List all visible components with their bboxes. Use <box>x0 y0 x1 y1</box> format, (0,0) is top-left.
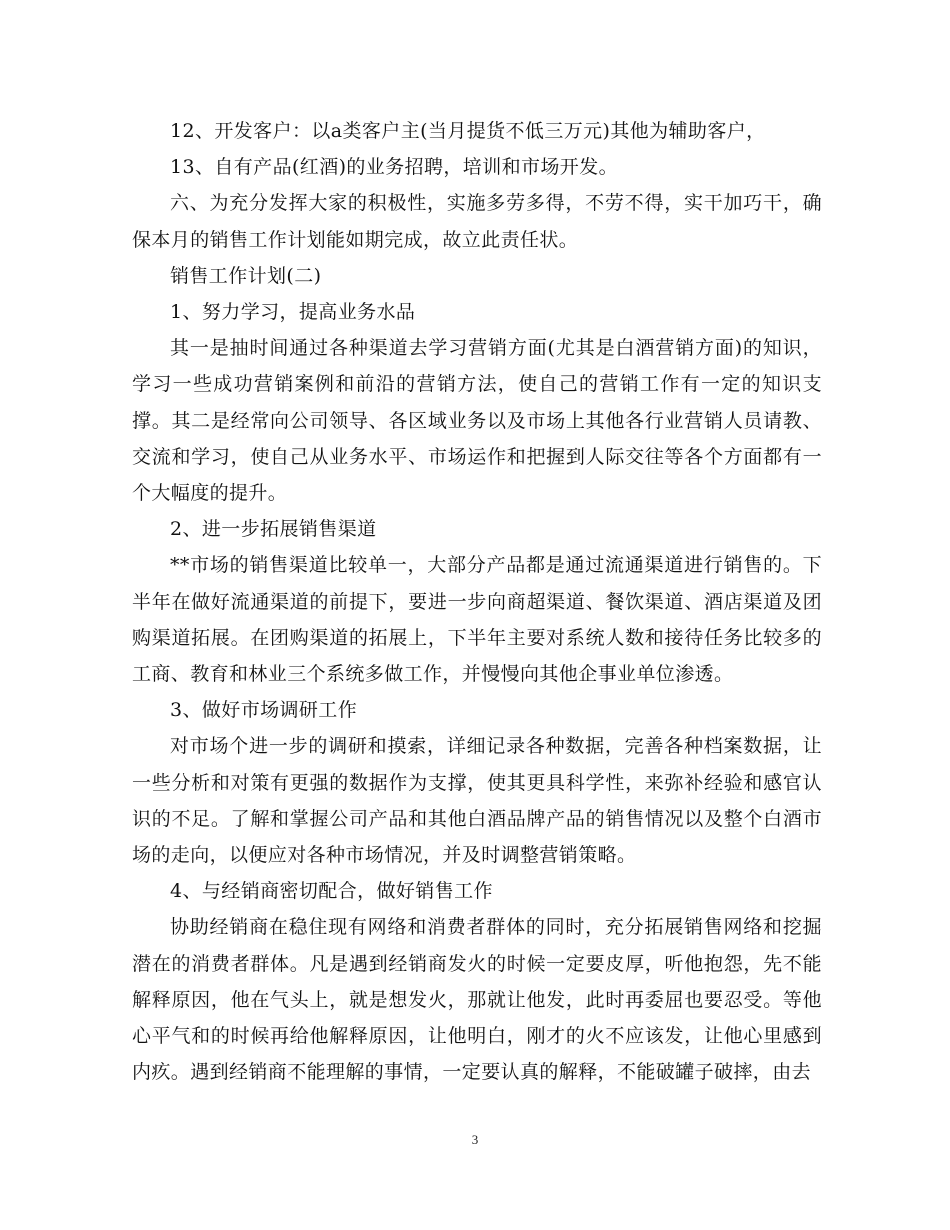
paragraph-section-6: 六、为充分发挥大家的积极性，实施多劳多得，不劳不得，实干加巧干，确保本月的销售工作计划能如期完成，故立此责任状。 <box>132 192 822 251</box>
paragraph-body-1: 其一是抽时间通过各种渠道去学习营销方面(尤其是白酒营销方面)的知识，学习一些成功营销案例和前沿的营销方法，使自己的营销工作有一定的知识支撑。其二是经常向公司领导、各区域业务以及市场上其他各行业营销人员请教、交流和学习，使自己从业务水平、市场运作和把握到人际交往等各个方面都有一个大幅度的提升。 <box>132 337 822 505</box>
paragraph-body-3: 对市场个进一步的调研和摸索，详细记录各种数据，完善各种档案数据，让一些分析和对策有更强的数据作为支撑，使其更具科学性，来弥补经验和感官认识的不足。了解和掌握公司产品和其他白酒品牌产品的销售情况以及整个白酒市场的走向，以便应对各种市场情况，并及时调整营销策略。 <box>132 735 822 867</box>
section-heading: 销售工作计划(二) <box>170 264 322 287</box>
subheading-3: 3、做好市场调研工作 <box>170 699 358 722</box>
subheading-1: 1、努力学习，提高业务水品 <box>170 301 416 324</box>
paragraph-body-2: **市场的销售渠道比较单一，大部分产品都是通过流通渠道进行销售的。下半年在做好流通渠道的前提下，要进一步向商超渠道、餐饮渠道、酒店渠道及团购渠道拓展。在团购渠道的拓展上，下半年主要对系统人数和接待任务比较多的工商、教育和林业三个系统多做工作，并慢慢向其他企事业单位渗透。 <box>132 554 822 686</box>
subheading-4: 4、与经销商密切配合，做好销售工作 <box>170 880 493 903</box>
page-number: 3 <box>471 1132 479 1147</box>
paragraph-item-13: 13、自有产品(红酒)的业务招聘，培训和市场开发。 <box>170 156 619 179</box>
paragraph-item-12: 12、开发客户：以a类客户主(当月提货不低三万元)其他为辅助客户， <box>170 120 766 142</box>
document-body <box>132 113 822 1090</box>
paragraph-body-4: 协助经销商在稳住现有网络和消费者群体的同时，充分拓展销售网络和挖掘潜在的消费者群体。凡是遇到经销商发火的时候一定要皮厚，听他抱怨，先不能解释原因，他在气头上，就是想发火，那就让他发，此时再委屈也要忍受。等他心平气和的时候再给他解释原因，让他明白，刚才的火不应该发，让他心里感到内疚。遇到经销商不能理解的事情，一定要认真的解释，不能破罐子破摔，由去 <box>132 916 822 1084</box>
subheading-2: 2、进一步拓展销售渠道 <box>170 518 377 541</box>
